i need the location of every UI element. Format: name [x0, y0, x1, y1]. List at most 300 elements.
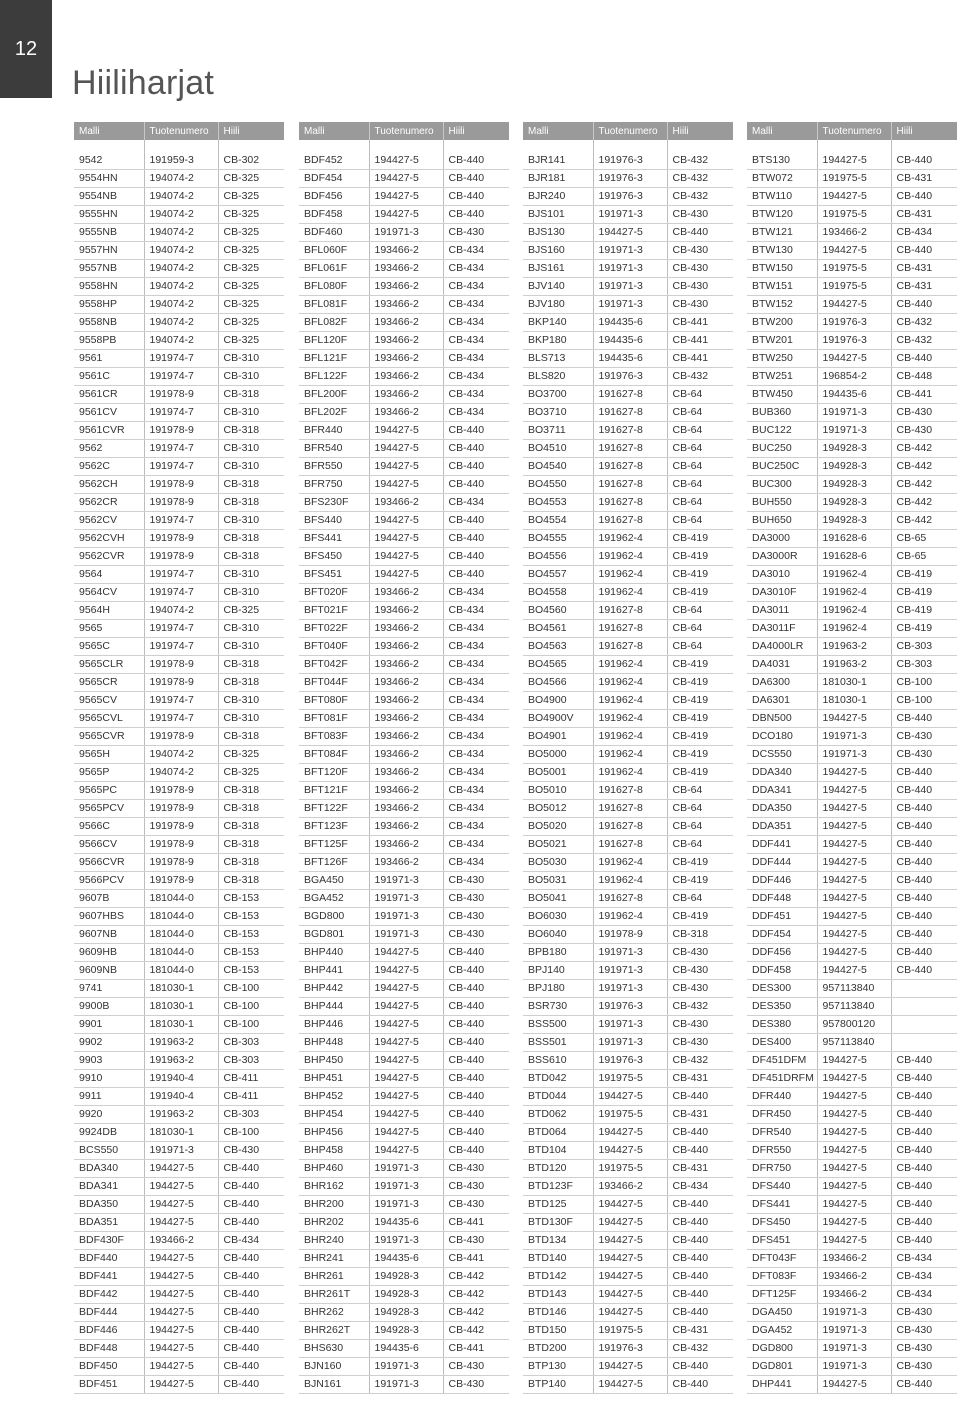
table-row	[523, 620, 733, 638]
table-row	[74, 512, 284, 530]
carbon-cell: CB-430	[443, 1178, 509, 1196]
carbon-cell: CB-442	[443, 1268, 509, 1286]
table-row	[523, 224, 733, 242]
model-cell: BTW130	[747, 242, 817, 260]
product-number-cell: 191976-3	[593, 368, 667, 386]
model-cell: 9565	[74, 620, 144, 638]
table-row	[74, 386, 284, 404]
carbon-cell: CB-432	[667, 188, 733, 206]
carbon-cell: CB-440	[891, 1196, 957, 1214]
product-number-cell: 194427-5	[817, 764, 891, 782]
table-row	[747, 602, 957, 620]
model-cell: BFT044F	[299, 674, 369, 692]
product-number-cell: 194435-6	[593, 350, 667, 368]
product-number-cell: 181030-1	[144, 1124, 218, 1142]
table-row	[74, 206, 284, 224]
carbon-cell: CB-325	[218, 206, 284, 224]
table-row	[523, 530, 733, 548]
product-number-cell: 194427-5	[817, 908, 891, 926]
carbon-cell: CB-64	[667, 386, 733, 404]
table-row	[747, 206, 957, 224]
model-cell: BFT022F	[299, 620, 369, 638]
model-cell: DCS550	[747, 746, 817, 764]
carbon-cell: CB-430	[667, 1016, 733, 1034]
model-cell: BTW150	[747, 260, 817, 278]
carbon-cell: CB-411	[218, 1070, 284, 1088]
product-number-cell: 194427-5	[369, 1016, 443, 1034]
carbon-cell: CB-440	[218, 1268, 284, 1286]
table-spacer	[74, 140, 284, 152]
table-row	[747, 944, 957, 962]
table-row	[299, 800, 509, 818]
model-cell: BTP130	[523, 1358, 593, 1376]
model-cell: BKP140	[523, 314, 593, 332]
product-number-cell: 194427-5	[593, 1214, 667, 1232]
product-number-cell: 193466-2	[817, 1250, 891, 1268]
table-row	[523, 1286, 733, 1304]
table-row	[747, 926, 957, 944]
model-cell: BO5041	[523, 890, 593, 908]
table-row	[74, 1250, 284, 1268]
product-number-cell: 191627-8	[593, 800, 667, 818]
table-row	[747, 530, 957, 548]
table-row	[523, 422, 733, 440]
product-number-cell: 191978-9	[144, 836, 218, 854]
product-number-cell: 191627-8	[593, 638, 667, 656]
table-row	[747, 314, 957, 332]
table-row	[523, 998, 733, 1016]
model-cell: DFT083F	[747, 1268, 817, 1286]
product-number-cell: 194427-5	[369, 1052, 443, 1070]
product-number-cell: 194928-3	[817, 494, 891, 512]
carbon-cell: CB-440	[891, 944, 957, 962]
model-cell: DCO180	[747, 728, 817, 746]
table-row	[747, 854, 957, 872]
carbon-cell: CB-440	[443, 476, 509, 494]
product-number-cell: 194427-5	[369, 1070, 443, 1088]
table-row	[74, 764, 284, 782]
product-number-cell: 191962-4	[593, 764, 667, 782]
table-row	[74, 710, 284, 728]
table-row	[74, 962, 284, 980]
model-cell: BO4550	[523, 476, 593, 494]
product-number-cell: 193466-2	[369, 656, 443, 674]
table-row	[74, 422, 284, 440]
table-row	[747, 278, 957, 296]
table-row	[747, 998, 957, 1016]
product-number-cell: 194427-5	[369, 944, 443, 962]
model-cell: BFS450	[299, 548, 369, 566]
product-number-cell: 194427-5	[817, 1160, 891, 1178]
product-number-cell: 191978-9	[144, 548, 218, 566]
carbon-cell: CB-65	[891, 530, 957, 548]
table-row	[747, 764, 957, 782]
product-number-cell: 194427-5	[369, 530, 443, 548]
product-number-cell: 194427-5	[817, 926, 891, 944]
carbon-cell: CB-434	[443, 278, 509, 296]
product-number-cell: 191962-4	[593, 548, 667, 566]
table-row	[299, 926, 509, 944]
carbon-cell: CB-434	[443, 602, 509, 620]
model-cell: DES300	[747, 980, 817, 998]
product-number-cell: 191959-3	[144, 152, 218, 170]
carbon-cell: CB-434	[443, 764, 509, 782]
table-row	[523, 1016, 733, 1034]
product-number-cell: 191971-3	[593, 296, 667, 314]
table-row	[299, 1178, 509, 1196]
carbon-cell: CB-440	[443, 440, 509, 458]
model-cell: BO3711	[523, 422, 593, 440]
table-row	[299, 332, 509, 350]
model-cell: BHR162	[299, 1178, 369, 1196]
model-cell: DA3011F	[747, 620, 817, 638]
product-number-cell: 191976-3	[593, 170, 667, 188]
table-row	[299, 386, 509, 404]
carbon-cell: CB-440	[218, 1250, 284, 1268]
table-row	[74, 332, 284, 350]
product-number-cell: 191962-4	[593, 872, 667, 890]
product-number-cell: 191627-8	[593, 422, 667, 440]
spacer-cell	[299, 140, 369, 152]
carbon-cell: CB-440	[443, 998, 509, 1016]
table-row	[74, 1088, 284, 1106]
product-number-cell: 194427-5	[593, 1250, 667, 1268]
product-number-cell: 193466-2	[369, 710, 443, 728]
table-row	[299, 296, 509, 314]
carbon-cell: CB-310	[218, 638, 284, 656]
product-number-cell: 191962-4	[817, 584, 891, 602]
table-row	[523, 944, 733, 962]
product-number-cell: 193466-2	[369, 296, 443, 314]
product-number-cell: 193466-2	[369, 242, 443, 260]
product-number-cell: 194427-5	[817, 872, 891, 890]
carbon-cell: CB-430	[667, 242, 733, 260]
product-number-cell: 191971-3	[369, 1178, 443, 1196]
table-row	[299, 530, 509, 548]
table-row	[74, 872, 284, 890]
carbon-cell: CB-310	[218, 566, 284, 584]
model-cell: BFL080F	[299, 278, 369, 296]
product-number-cell: 191962-4	[817, 566, 891, 584]
product-number-cell: 194928-3	[817, 440, 891, 458]
table-row	[523, 1142, 733, 1160]
model-cell: 9555NB	[74, 224, 144, 242]
product-number-cell: 194928-3	[817, 476, 891, 494]
table-row	[74, 890, 284, 908]
carbon-cell: CB-419	[667, 854, 733, 872]
product-number-cell: 194427-5	[817, 1052, 891, 1070]
model-cell: BPJ180	[523, 980, 593, 998]
carbon-cell: CB-64	[667, 836, 733, 854]
product-number-cell: 194427-5	[369, 170, 443, 188]
product-number-cell: 193466-2	[369, 404, 443, 422]
table-row	[299, 458, 509, 476]
carbon-cell: CB-64	[667, 476, 733, 494]
carbon-cell: CB-434	[443, 782, 509, 800]
carbon-cell: CB-430	[667, 962, 733, 980]
table-row	[747, 1160, 957, 1178]
product-number-cell: 194074-2	[144, 332, 218, 350]
product-number-cell: 191971-3	[593, 242, 667, 260]
table-row	[299, 728, 509, 746]
carbon-cell: CB-432	[667, 152, 733, 170]
model-cell: BTD134	[523, 1232, 593, 1250]
carbon-cell: CB-440	[891, 1106, 957, 1124]
table-row	[523, 1214, 733, 1232]
model-cell: DES400	[747, 1034, 817, 1052]
carbon-cell: CB-440	[891, 152, 957, 170]
carbon-cell: CB-310	[218, 512, 284, 530]
product-number-cell: 194427-5	[593, 1376, 667, 1394]
model-cell: 9910	[74, 1070, 144, 1088]
table-row	[523, 152, 733, 170]
model-cell: BHP460	[299, 1160, 369, 1178]
model-cell: 9565PC	[74, 782, 144, 800]
carbon-cell: CB-431	[891, 206, 957, 224]
model-cell: BFL202F	[299, 404, 369, 422]
product-number-cell: 194427-5	[817, 1196, 891, 1214]
model-cell: BFL120F	[299, 332, 369, 350]
product-number-cell: 191976-3	[593, 1340, 667, 1358]
product-number-cell: 194427-5	[144, 1286, 218, 1304]
model-cell: BDF450	[74, 1358, 144, 1376]
product-number-cell: 194427-5	[144, 1304, 218, 1322]
product-number-cell: 191971-3	[369, 1376, 443, 1394]
model-cell: DHP441	[747, 1376, 817, 1394]
carbon-cell: CB-310	[218, 710, 284, 728]
carbon-cell: CB-432	[667, 368, 733, 386]
product-number-cell: 191974-7	[144, 710, 218, 728]
product-number-cell: 193466-2	[369, 602, 443, 620]
table-row	[74, 908, 284, 926]
model-cell: BHP454	[299, 1106, 369, 1124]
table-row	[747, 1070, 957, 1088]
carbon-cell: CB-440	[891, 764, 957, 782]
model-cell: BTD200	[523, 1340, 593, 1358]
model-cell: DFR540	[747, 1124, 817, 1142]
model-cell: 9565CR	[74, 674, 144, 692]
table-row	[299, 278, 509, 296]
carbon-cell: CB-440	[891, 836, 957, 854]
carbon-cell: CB-325	[218, 764, 284, 782]
carbon-cell: CB-440	[443, 1052, 509, 1070]
model-cell: BJN160	[299, 1358, 369, 1376]
model-cell: BO4563	[523, 638, 593, 656]
table-row	[74, 926, 284, 944]
product-number-cell: 193466-2	[369, 278, 443, 296]
table-row	[74, 170, 284, 188]
product-number-cell: 194427-5	[817, 350, 891, 368]
spacer-cell	[817, 140, 891, 152]
carbon-cell: CB-440	[443, 1124, 509, 1142]
carbon-cell: CB-440	[443, 1142, 509, 1160]
model-cell: BDA340	[74, 1160, 144, 1178]
carbon-cell: CB-419	[891, 584, 957, 602]
product-number-cell: 191971-3	[369, 1358, 443, 1376]
product-number-cell: 194928-3	[369, 1304, 443, 1322]
model-cell: BSS500	[523, 1016, 593, 1034]
page-number: 12	[0, 0, 52, 98]
model-cell: BJV140	[523, 278, 593, 296]
model-cell: BDA351	[74, 1214, 144, 1232]
table-row	[747, 1088, 957, 1106]
carbon-cell: CB-65	[891, 548, 957, 566]
model-cell: BDF440	[74, 1250, 144, 1268]
carbon-cell: CB-442	[443, 1304, 509, 1322]
carbon-cell: CB-419	[891, 602, 957, 620]
model-cell: DDF456	[747, 944, 817, 962]
table-row	[747, 350, 957, 368]
model-cell: 9565PCV	[74, 800, 144, 818]
table-row	[74, 1340, 284, 1358]
product-number-cell: 181044-0	[144, 926, 218, 944]
carbon-cell: CB-440	[891, 926, 957, 944]
table-row	[523, 1340, 733, 1358]
table-row	[299, 224, 509, 242]
product-number-cell: 191971-3	[593, 1016, 667, 1034]
table-row	[523, 764, 733, 782]
carbon-cell: CB-440	[443, 152, 509, 170]
table-row	[299, 854, 509, 872]
model-cell: DA4031	[747, 656, 817, 674]
table-row	[523, 494, 733, 512]
model-cell: DFT125F	[747, 1286, 817, 1304]
carbon-cell: CB-440	[218, 1160, 284, 1178]
table-row	[747, 1304, 957, 1322]
table-row	[523, 1088, 733, 1106]
product-number-cell: 194074-2	[144, 314, 218, 332]
product-number-cell: 191978-9	[144, 422, 218, 440]
product-number-cell: 191627-8	[593, 494, 667, 512]
carbon-cell: CB-419	[667, 908, 733, 926]
carbon-cell: CB-153	[218, 908, 284, 926]
table-row	[523, 854, 733, 872]
product-number-cell: 194074-2	[144, 602, 218, 620]
product-number-cell: 194074-2	[144, 188, 218, 206]
carbon-cell: CB-310	[218, 620, 284, 638]
product-number-cell: 194427-5	[817, 782, 891, 800]
carbon-cell: CB-440	[443, 188, 509, 206]
header-model: Malli	[747, 122, 817, 140]
product-number-cell: 191971-3	[817, 1358, 891, 1376]
product-number-cell: 191971-3	[593, 278, 667, 296]
product-number-cell: 191971-3	[593, 1034, 667, 1052]
product-number-cell: 181044-0	[144, 962, 218, 980]
table-row	[74, 530, 284, 548]
table-row	[747, 170, 957, 188]
carbon-cell: CB-440	[891, 890, 957, 908]
table-row	[747, 296, 957, 314]
product-number-cell: 957113840	[817, 998, 891, 1016]
carbon-cell: CB-318	[218, 674, 284, 692]
carbon-cell: CB-440	[667, 1358, 733, 1376]
model-cell: BO4901	[523, 728, 593, 746]
model-cell: BHR202	[299, 1214, 369, 1232]
model-cell: BHR200	[299, 1196, 369, 1214]
model-cell: DGD800	[747, 1340, 817, 1358]
product-number-cell: 193466-2	[369, 584, 443, 602]
table-row	[74, 818, 284, 836]
product-number-cell: 193466-2	[817, 1286, 891, 1304]
model-cell: BO4565	[523, 656, 593, 674]
carbon-cell: CB-440	[891, 350, 957, 368]
carbon-cell: CB-430	[218, 1142, 284, 1160]
table-row	[523, 476, 733, 494]
carbon-cell: CB-440	[218, 1340, 284, 1358]
product-number-cell: 191963-2	[817, 638, 891, 656]
carbon-cell: CB-440	[667, 1232, 733, 1250]
parts-table-3	[523, 122, 733, 1394]
model-cell: DA3000	[747, 530, 817, 548]
model-cell: BFL121F	[299, 350, 369, 368]
model-cell: BFT083F	[299, 728, 369, 746]
carbon-cell: CB-431	[891, 260, 957, 278]
product-number-cell: 194427-5	[817, 242, 891, 260]
table-row	[523, 638, 733, 656]
carbon-cell: CB-419	[667, 872, 733, 890]
table-row	[523, 746, 733, 764]
model-cell: DFR440	[747, 1088, 817, 1106]
table-row	[299, 1106, 509, 1124]
model-cell: 9609HB	[74, 944, 144, 962]
table-row	[523, 836, 733, 854]
product-number-cell: 194427-5	[144, 1268, 218, 1286]
product-number-cell: 193466-2	[369, 674, 443, 692]
model-cell: BHR262	[299, 1304, 369, 1322]
model-cell: DES350	[747, 998, 817, 1016]
product-number-cell: 191975-5	[593, 1106, 667, 1124]
table-row	[747, 386, 957, 404]
table-row	[299, 368, 509, 386]
carbon-cell: CB-434	[443, 314, 509, 332]
product-number-cell: 191974-7	[144, 440, 218, 458]
table-row	[74, 656, 284, 674]
model-cell: BO4900	[523, 692, 593, 710]
product-number-cell: 191971-3	[369, 926, 443, 944]
product-number-cell: 191971-3	[593, 206, 667, 224]
table-row	[74, 404, 284, 422]
model-cell: BJR240	[523, 188, 593, 206]
model-cell: BFS230F	[299, 494, 369, 512]
table-row	[747, 692, 957, 710]
model-cell: 9609NB	[74, 962, 144, 980]
product-number-cell: 191975-5	[817, 170, 891, 188]
table-row	[74, 1034, 284, 1052]
carbon-cell: CB-440	[667, 1088, 733, 1106]
model-cell: BTD125	[523, 1196, 593, 1214]
table-row	[523, 782, 733, 800]
carbon-cell: CB-434	[443, 656, 509, 674]
table-row	[74, 998, 284, 1016]
product-number-cell: 191628-6	[817, 530, 891, 548]
product-number-cell: 191627-8	[593, 386, 667, 404]
table-row	[747, 188, 957, 206]
carbon-cell: CB-303	[218, 1034, 284, 1052]
model-cell: BGD801	[299, 926, 369, 944]
product-number-cell: 191962-4	[817, 620, 891, 638]
table-row	[747, 566, 957, 584]
carbon-cell: CB-430	[667, 206, 733, 224]
table-row	[523, 1106, 733, 1124]
product-number-cell: 191978-9	[144, 494, 218, 512]
model-cell: DFT043F	[747, 1250, 817, 1268]
carbon-cell: CB-441	[443, 1214, 509, 1232]
carbon-cell: CB-419	[667, 692, 733, 710]
carbon-cell: CB-303	[891, 638, 957, 656]
model-cell: BDF442	[74, 1286, 144, 1304]
model-cell: BDF430F	[74, 1232, 144, 1250]
carbon-cell: CB-64	[667, 638, 733, 656]
